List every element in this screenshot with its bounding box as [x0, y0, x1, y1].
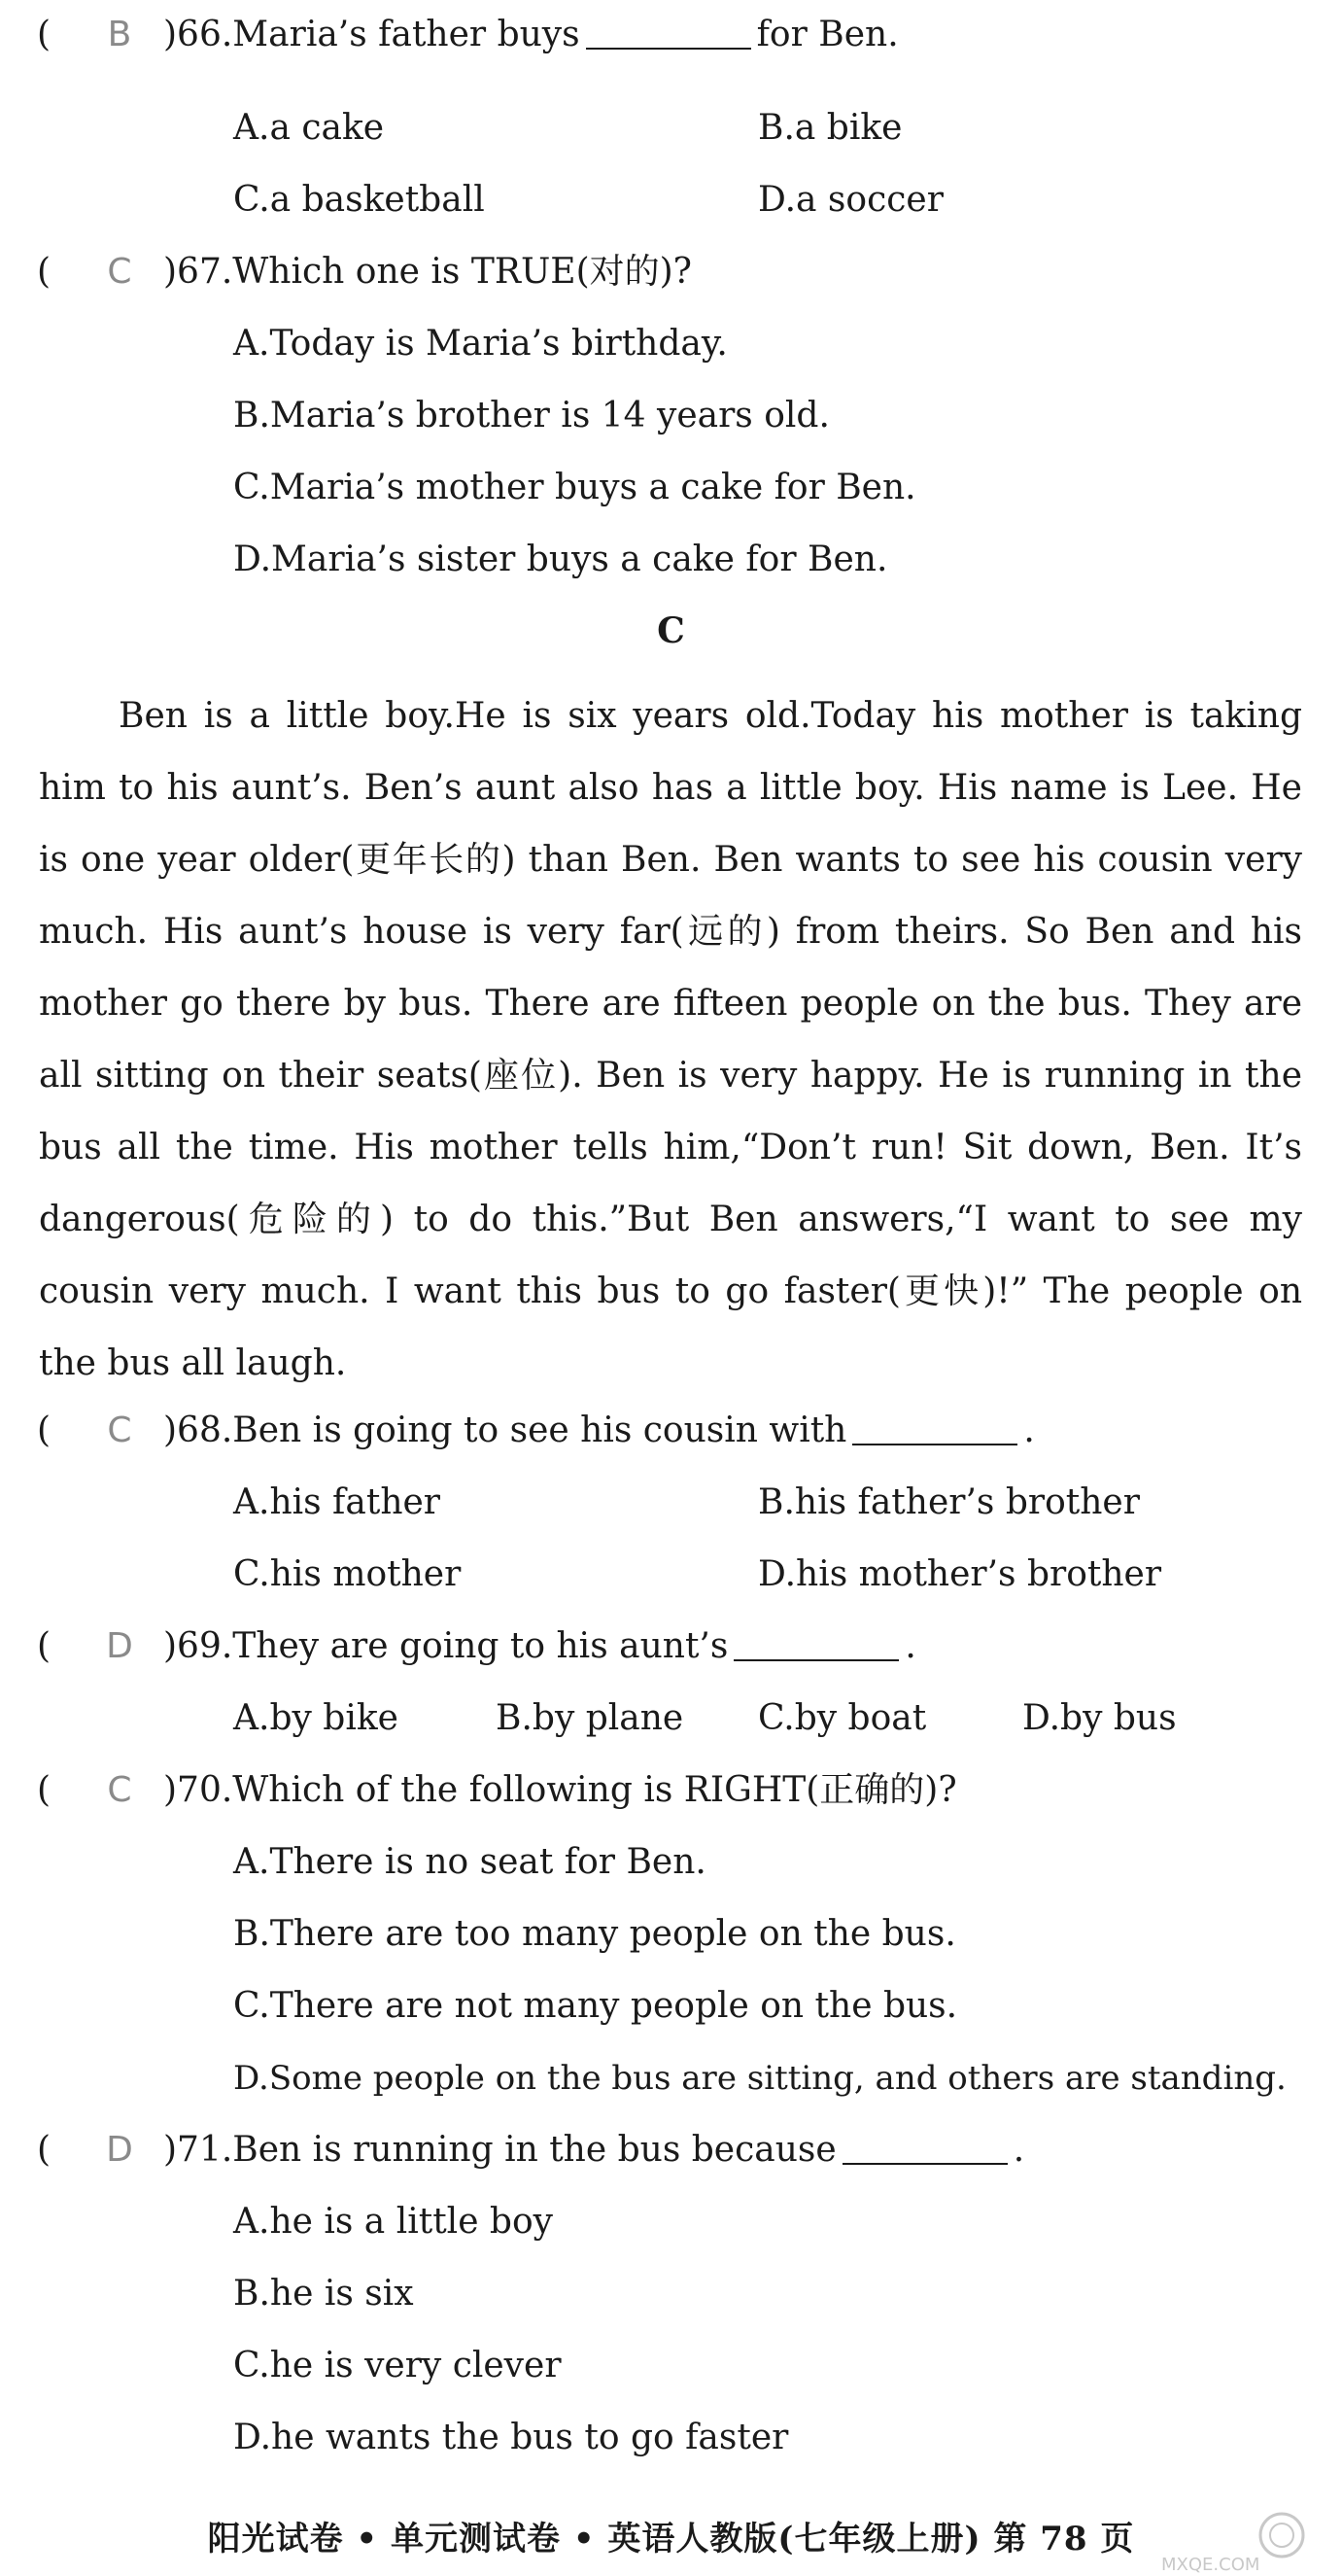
stem-69-post: .	[905, 1626, 916, 1666]
paren-open: (	[37, 15, 52, 54]
answer-66: B	[107, 15, 132, 54]
stem-66-pre: )66.Maria’s father buys	[163, 15, 580, 54]
question-68	[37, 1408, 1035, 1454]
option-70-d: D.Some people on the bus are sitting, and others are standing.	[233, 2059, 1287, 2098]
paren-open: (	[37, 1626, 52, 1666]
question-67	[37, 249, 692, 296]
option-66-b: B.a bike	[758, 108, 903, 148]
answer-68: C	[107, 1410, 132, 1450]
reading-passage	[39, 680, 1302, 1400]
option-71-b: B.he is six	[233, 2274, 414, 2314]
paren-open: (	[37, 1770, 52, 1810]
option-70-b: B.There are too many people on the bus.	[233, 1914, 956, 1954]
stem-67: )67.Which one is TRUE(对的)?	[163, 252, 692, 292]
option-70-a: A.There is no seat for Ben.	[233, 1842, 706, 1882]
blank-71	[843, 2128, 1008, 2165]
option-69-b: B.by plane	[496, 1698, 684, 1738]
passage-text: Ben is a little boy.He is six years old.Today his mother is taking him to his aunt’s. Ben’s aunt also has a little boy. His name is Lee. He is one year older(更年长的) than Ben. Ben wants to see his cousin very much. His aunt’s house is very far(远的) from theirs. So Ben and his mother go there by bus. There are fifteen people on the bus. They are all sitting on their seats(座位). Ben is very happy. He is running in the bus all the time. His mother tells him,“Don’t run! Sit down, Ben. It’s dangerous(危险的) to do this.”But Ben answers,“I want to see my cousin very much. I want this bus to go faster(更快)!” The people on the bus all laugh.	[39, 696, 1302, 1383]
answer-71: D	[106, 2130, 133, 2170]
section-title: C	[657, 610, 685, 651]
watermark-logo	[1157, 2508, 1313, 2576]
stem-69-pre: )69.They are going to his aunt’s	[163, 1626, 729, 1666]
option-71-c: C.he is very clever	[233, 2346, 562, 2385]
option-71-d: D.he wants the bus to go faster	[233, 2418, 789, 2457]
option-68-d: D.his mother’s brother	[758, 1554, 1162, 1594]
question-66	[37, 12, 899, 58]
option-71-a: A.he is a little boy	[233, 2202, 553, 2242]
option-67-b: B.Maria’s brother is 14 years old.	[233, 396, 830, 435]
blank-66	[586, 13, 751, 50]
answer-70: C	[107, 1770, 132, 1810]
stem-66-post: for Ben.	[756, 15, 899, 54]
option-67-c: C.Maria’s mother buys a cake for Ben.	[233, 468, 916, 507]
stem-68-post: .	[1023, 1410, 1035, 1450]
option-68-a: A.his father	[233, 1482, 441, 1522]
question-69	[37, 1623, 916, 1670]
paren-open: (	[37, 1410, 52, 1450]
option-69-c: C.by boat	[758, 1698, 927, 1738]
option-70-c: C.There are not many people on the bus.	[233, 1986, 958, 2026]
answer-69: D	[106, 1626, 133, 1666]
answer-67: C	[107, 252, 132, 292]
option-66-c: C.a basketball	[233, 180, 485, 220]
option-67-a: A.Today is Maria’s birthday.	[233, 324, 728, 364]
blank-68	[852, 1409, 1017, 1445]
stem-71-pre: )71.Ben is running in the bus because	[163, 2130, 837, 2170]
option-68-b: B.his father’s brother	[758, 1482, 1140, 1522]
stem-71-post: .	[1013, 2130, 1025, 2170]
page-footer: 阳光试卷 • 单元测试卷 • 英语人教版(七年级上册) 第 78 页	[207, 2520, 1135, 2559]
watermark-text: MXQE.COM	[1161, 2555, 1260, 2575]
paren-open: (	[37, 252, 52, 292]
stem-68-pre: )68.Ben is going to see his cousin with	[163, 1410, 847, 1450]
paren-open: (	[37, 2130, 52, 2170]
blank-69	[734, 1624, 899, 1661]
option-66-a: A.a cake	[233, 108, 385, 148]
option-67-d: D.Maria’s sister buys a cake for Ben.	[233, 540, 888, 579]
option-68-c: C.his mother	[233, 1554, 462, 1594]
option-69-d: D.by bus	[1022, 1698, 1177, 1738]
question-71	[37, 2127, 1024, 2174]
option-66-d: D.a soccer	[758, 180, 944, 220]
option-69-a: A.by bike	[233, 1698, 398, 1738]
question-70	[37, 1767, 957, 1814]
stem-70: )70.Which of the following is RIGHT(正确的)?	[163, 1770, 957, 1810]
